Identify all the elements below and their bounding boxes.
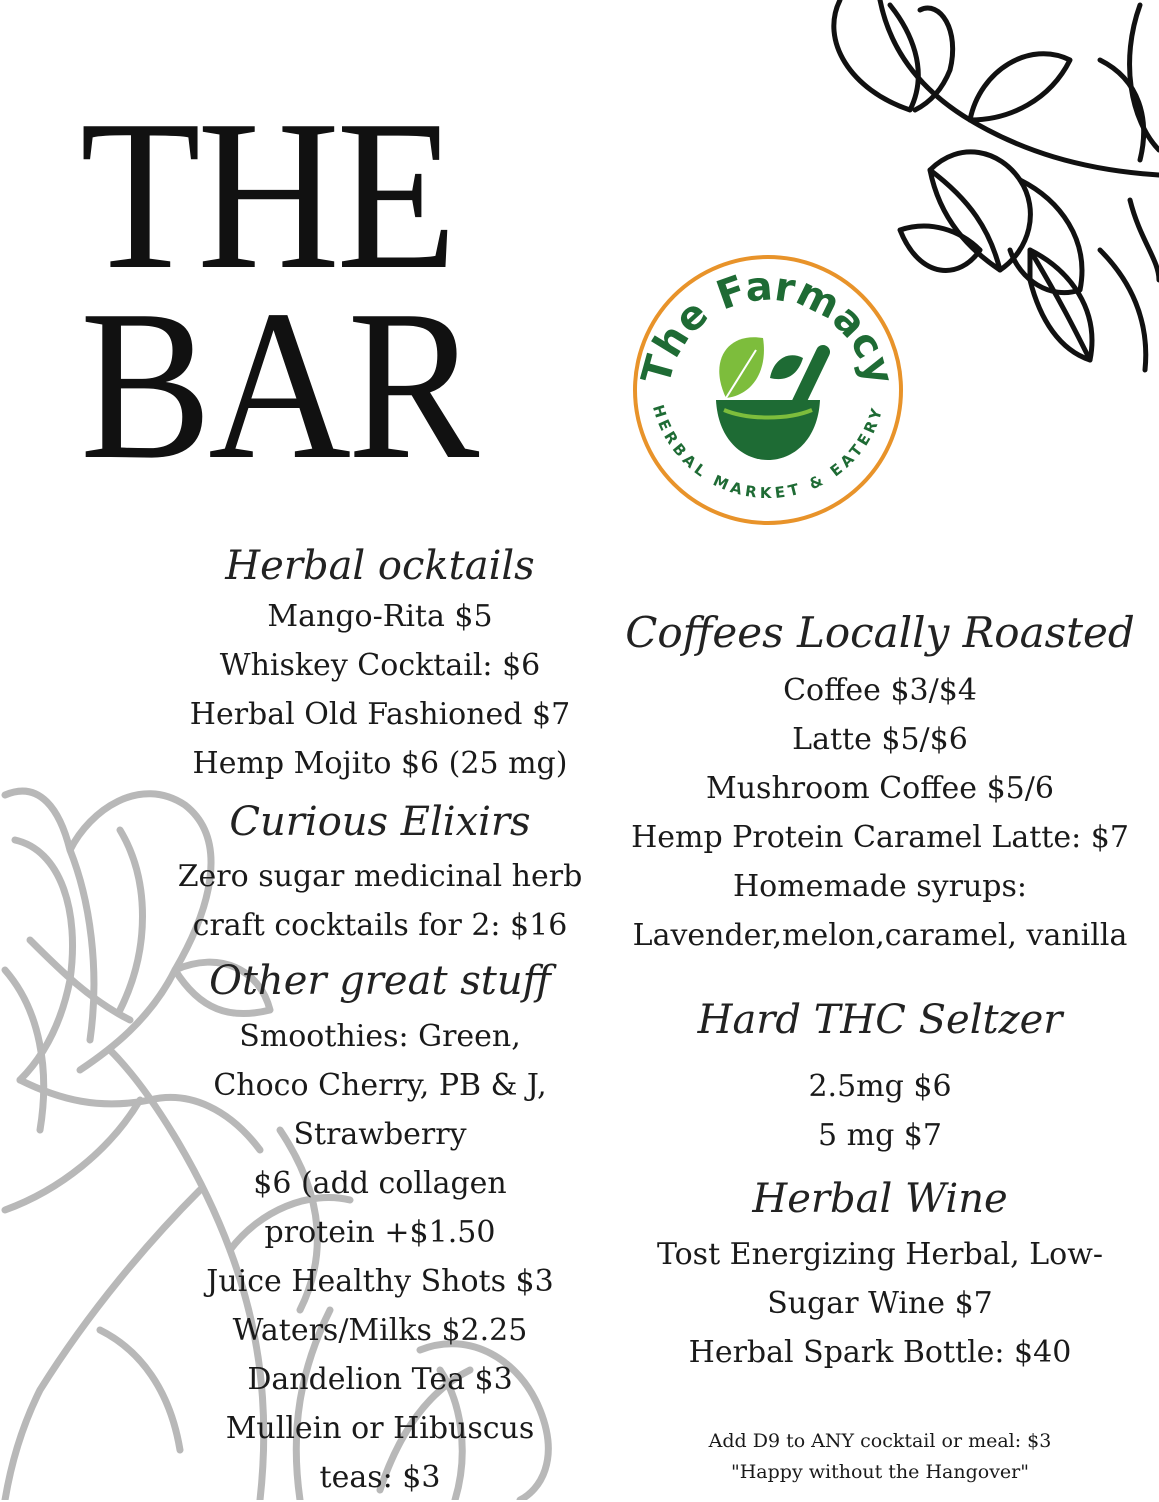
menu-item: Coffee $3/$4	[783, 673, 977, 708]
menu-item: Sugar Wine $7	[767, 1286, 993, 1321]
menu-item: Herbal Old Fashioned $7	[189, 697, 571, 732]
section-heading-hard-thc-seltzer: Hard THC Seltzer	[697, 997, 1063, 1043]
menu-item: Whiskey Cocktail: $6	[219, 648, 541, 683]
section-heading-herbal-wine: Herbal Wine	[752, 1176, 1008, 1222]
title-line-the: THE	[80, 75, 454, 314]
menu-item: Strawberry	[293, 1117, 467, 1152]
left-menu-column	[150, 540, 610, 1502]
menu-item: Tost Energizing Herbal, Low-	[656, 1237, 1104, 1272]
logo-name: The Farmacy	[633, 263, 903, 390]
logo-tagline: HERBAL MARKET & EATERY	[648, 402, 888, 503]
menu-item: 5 mg $7	[818, 1118, 942, 1153]
menu-item: Waters/Milks $2.25	[232, 1313, 528, 1348]
menu-item: Choco Cherry, PB & J,	[213, 1068, 547, 1103]
section-heading-other-great-stuff: Other great stuff	[209, 958, 551, 1004]
section-heading-curious-elixirs: Curious Elixirs	[229, 799, 531, 845]
menu-item: teas: $3	[319, 1460, 441, 1495]
menu-item: $6 (add collagen	[253, 1166, 507, 1201]
page-title	[80, 75, 558, 504]
menu-item: Herbal Spark Bottle: $40	[688, 1335, 1072, 1370]
title-line-bar: BAR	[80, 265, 476, 504]
menu-item: Mushroom Coffee $5/6	[706, 771, 1054, 806]
menu-item: Smoothies: Green,	[239, 1019, 521, 1054]
wine-list	[600, 1230, 1159, 1377]
menu-item: Zero sugar medicinal herb	[177, 859, 583, 894]
menu-item: Mullein or Hibuscus	[225, 1411, 535, 1446]
herbal-cocktails-list	[150, 592, 610, 788]
menu-item: protein +$1.50	[264, 1215, 496, 1250]
section-heading-coffees: Coffees Locally Roasted	[625, 608, 1135, 657]
footer-slogan: "Happy without the Hangover"	[731, 1461, 1029, 1483]
menu-item: Homemade syrups:	[733, 869, 1027, 904]
menu-item: Juice Healthy Shots $3	[206, 1264, 554, 1299]
right-menu-column	[600, 600, 1159, 1377]
footer-d9-note: Add D9 to ANY cocktail or meal: $3	[708, 1430, 1052, 1452]
other-great-stuff-list	[150, 1012, 610, 1502]
menu-item: Dandelion Tea $3	[247, 1362, 513, 1397]
menu-item: Latte $5/$6	[792, 722, 968, 757]
menu-item: Mango-Rita $5	[267, 599, 493, 634]
the-farmacy-logo	[628, 250, 908, 530]
menu-item: craft cocktails for 2: $16	[192, 908, 568, 943]
coffees-list	[600, 666, 1159, 960]
menu-item: 2.5mg $6	[808, 1069, 952, 1104]
seltzer-list	[600, 1062, 1159, 1160]
menu-item: Hemp Protein Caramel Latte: $7	[631, 820, 1129, 855]
section-heading-herbal-cocktails: Herbal ocktails	[225, 543, 535, 589]
menu-item: Lavender,melon,caramel, vanilla	[632, 918, 1128, 953]
footer-note	[600, 1426, 1159, 1488]
menu-item: Hemp Mojito $6 (25 mg)	[192, 746, 568, 781]
curious-elixirs-list	[150, 852, 610, 950]
